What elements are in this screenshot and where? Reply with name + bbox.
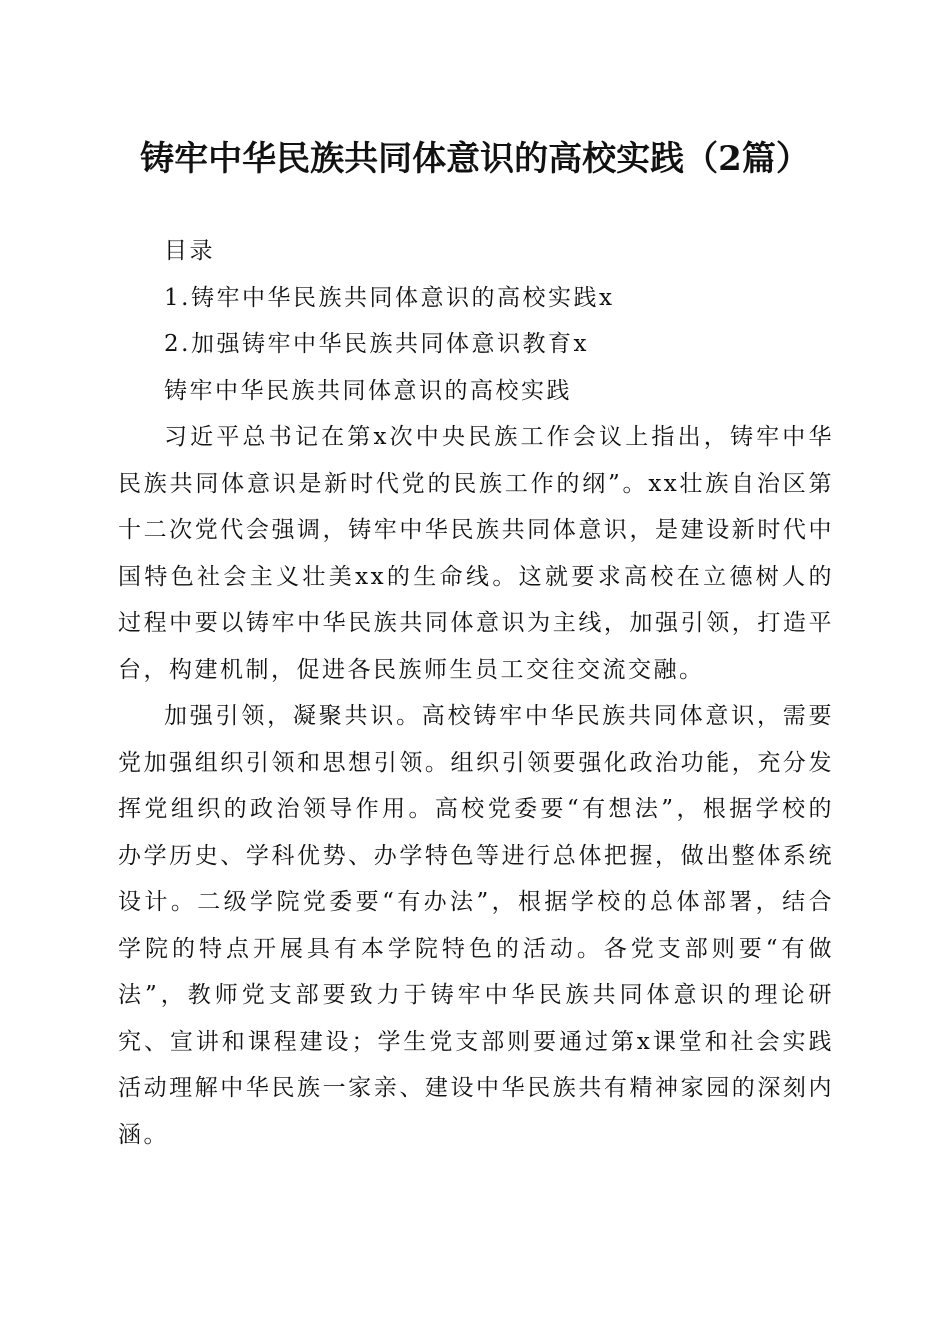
- toc-item-1: 1.铸牢中华民族共同体意识的高校实践x: [164, 284, 615, 311]
- section-title: 铸牢中华民族共同体意识的高校实践: [164, 377, 572, 404]
- paragraph-1: 习近平总书记在第x次中央民族工作会议上指出，铸牢中华民族共同体意识是新时代党的民族工作的纲”。xx壮族自治区第十二次党代会强调，铸牢中华民族共同体意识，是建设新时代中国特色社会主义壮美xx的生命线。这就要求高校在立德树人的过程中要以铸牢中华民族共同体意识为主线，加强引领，打造平台，构建机制，促进各民族师生员工交往交流交融。: [118, 424, 834, 683]
- document-title: 铸牢中华民族共同体意识的高校实践（2篇）: [140, 139, 810, 179]
- paragraph-2: 加强引领，凝聚共识。高校铸牢中华民族共同体意识，需要党加强组织引领和思想引领。组织引领要强化政治功能，充分发挥党组织的政治领导作用。高校党委要“有想法”，根据学校的办学历史、学科优势、办学特色等进行总体把握，做出整体系统设计。二级学院党委要“有办法”，根据学校的总体部署，结合学院的特点开展具有本学院特色的活动。各党支部则要“有做法”，教师党支部要致力于铸牢中华民族共同体意识的理论研究、宣讲和课程建设；学生党支部则要通过第x课堂和社会实践活动理解中华民族一家亲、建设中华民族共有精神家园的深刻内涵。: [118, 703, 834, 1148]
- document-body: [118, 228, 834, 1158]
- toc-heading: 目录: [164, 238, 215, 264]
- toc-item-2: 2.加强铸牢中华民族共同体意识教育x: [164, 331, 589, 357]
